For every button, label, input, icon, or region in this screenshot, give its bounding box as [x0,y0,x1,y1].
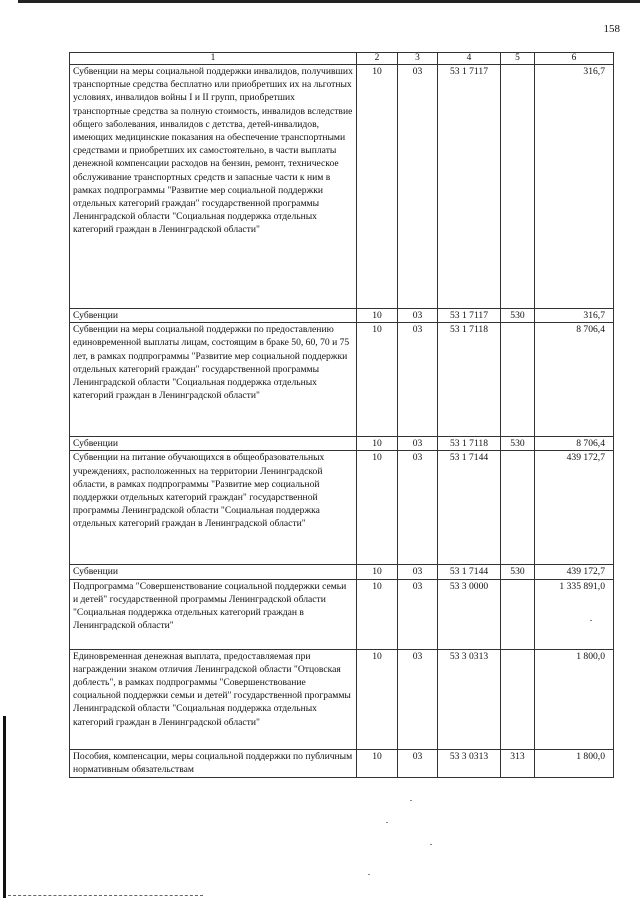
header-col-1: 1 [70,53,357,65]
row-vr [501,649,535,749]
row-csr: 53 1 7118 [438,437,501,451]
row-csr: 53 1 7144 [438,451,501,565]
row-rz: 10 [357,437,398,451]
table-row [70,309,614,323]
row-sum: 439 172,7 [535,451,614,565]
page-number: 158 [603,23,620,35]
row-sum: 1 800,0 [535,649,614,749]
row-pr: 03 [398,451,438,565]
row-pr: 03 [398,749,438,777]
row-rz: 10 [357,579,398,649]
row-pr: 03 [398,437,438,451]
row-sum: 439 172,7 [535,565,614,579]
row-rz: 10 [357,323,398,437]
row-sum: 1 800,0 [535,749,614,777]
table-row [70,451,614,565]
row-rz: 10 [357,309,398,323]
row-rz: 10 [357,565,398,579]
row-name: Субвенции [70,565,357,579]
row-sum: 8 706,4 [535,437,614,451]
row-pr: 03 [398,579,438,649]
budget-table [69,52,614,778]
row-rz: 10 [357,649,398,749]
row-vr [501,65,535,309]
row-pr: 03 [398,323,438,437]
row-vr: 313 [501,749,535,777]
row-name: Субвенции [70,309,357,323]
row-name: Субвенции [70,437,357,451]
row-name: Подпрограмма "Совершенствование социальной поддержки семьи и детей" государственной программы Ленинградской области "Социальная поддержка отдельных категорий граждан в Ленинградской области" [70,579,357,649]
scan-speck [386,822,388,823]
header-col-6: 6 [535,53,614,65]
row-vr [501,579,535,649]
row-csr: 53 3 0313 [438,649,501,749]
row-name: Субвенции на меры социальной поддержки по предоставлению единовременной выплаты лицам, состоящим в браке 50, 60, 70 и 75 лет, в рамках подпрограммы "Развитие мер социальной поддержки отдельных категорий граждан" государственной программы Ленинградской области "Социальная поддержка отдельных категорий граждан в Ленинградской области" [70,323,357,437]
row-sum: 316,7 [535,309,614,323]
row-vr: 530 [501,309,535,323]
row-name: Пособия, компенсации, меры социальной поддержки по публичным нормативным обязательствам [70,749,357,777]
row-csr: 53 1 7144 [438,565,501,579]
row-csr: 53 1 7117 [438,309,501,323]
row-vr: 530 [501,565,535,579]
header-row [70,53,614,65]
row-csr: 53 1 7117 [438,65,501,309]
scan-speck [430,844,432,845]
row-name: Субвенции на питание обучающихся в общеобразовательных учреждениях, расположенных на территории Ленинградской области, в рамках подпрограммы "Развитие мер социальной поддержки отдельных категорий граждан" государственной программы Ленинградской области "Социальная поддержка отдельных категорий граждан в Ленинградской области" [70,451,357,565]
table-row [70,323,614,437]
scan-bottom-line [8,895,203,896]
row-rz: 10 [357,451,398,565]
row-sum: 1 335 891,0 [535,579,614,649]
header-col-4: 4 [438,53,501,65]
scan-speck [410,800,412,801]
row-pr: 03 [398,565,438,579]
row-name: Единовременная денежная выплата, предоставляемая при награждении знаком отличия Ленинградской области "Отцовская доблесть", в рамках подпрограммы "Совершенствование социальной поддержки семьи и детей" государственной программы Ленинградской области "Социальная поддержка отдельных категорий граждан в Ленинградской области" [70,649,357,749]
table-row [70,65,614,309]
table-row [70,579,614,649]
row-csr: 53 3 0000 [438,579,501,649]
row-rz: 10 [357,65,398,309]
header-col-5: 5 [501,53,535,65]
row-pr: 03 [398,309,438,323]
table-row [70,749,614,777]
row-vr: 530 [501,437,535,451]
header-col-3: 3 [398,53,438,65]
row-vr [501,451,535,565]
row-pr: 03 [398,65,438,309]
scan-edge-mark [3,716,6,898]
header-col-2: 2 [357,53,398,65]
table-row [70,565,614,579]
row-csr: 53 3 0313 [438,749,501,777]
row-name: Субвенции на меры социальной поддержки инвалидов, получивших транспортные средства бесплатно или приобретших их на льготных условиях, инвалидов войны I и II групп, приобретших транспортные средства за полную стоимость, инвалидов вследствие общего заболевания, инвалидов с детства, детей-инвалидов, имеющих медицинские показания на обеспечение транспортными средствами и приобретших их самостоятельно, в части выплаты денежной компенсации расходов на бензин, ремонт, техническое обслуживание транспортных средств и запасные части к ним в рамках подпрограммы "Развитие мер социальной поддержки отдельных категорий граждан" государственной программы Ленинградской области "Социальная поддержка отдельных категорий граждан в Ленинградской области" [70,65,357,309]
row-sum: 316,7 [535,65,614,309]
row-csr: 53 1 7118 [438,323,501,437]
row-rz: 10 [357,749,398,777]
row-vr [501,323,535,437]
scan-speck [590,620,592,621]
table-row [70,437,614,451]
scan-speck [368,874,370,875]
row-sum: 8 706,4 [535,323,614,437]
top-border-line [18,0,640,3]
row-pr: 03 [398,649,438,749]
table-row [70,649,614,749]
